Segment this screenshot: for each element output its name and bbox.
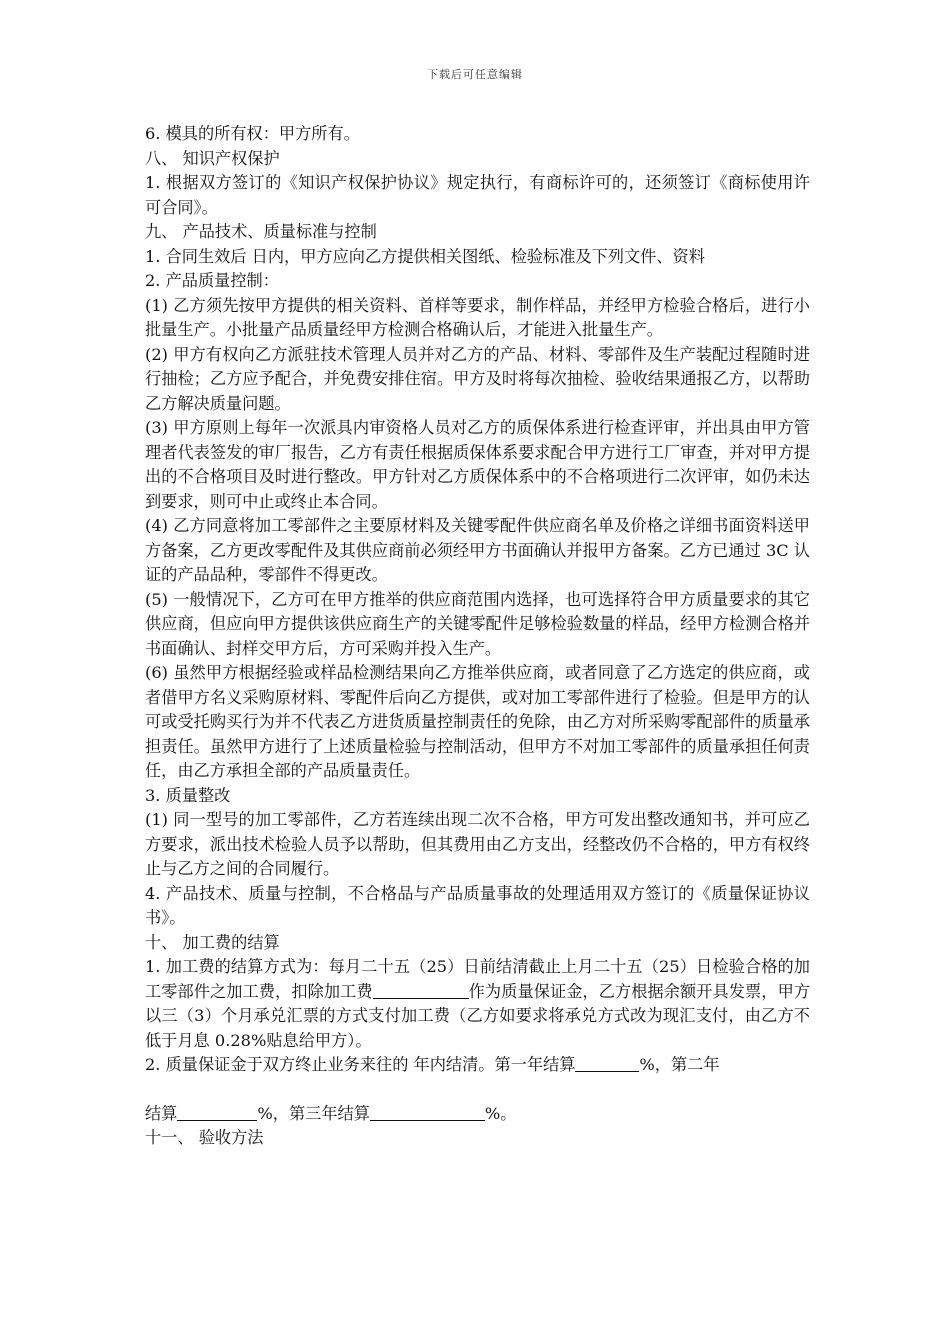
clause-quality-agreement: 4. 产品技术、质量与控制，不合格品与产品质量事故的处理适用双方签订的《质量保证协议书》。 [145, 883, 810, 927]
section-heading-ip: 八、 知识产权保护 [145, 148, 280, 168]
deposit-text-c: 结算 [145, 1103, 178, 1123]
section-heading-acceptance: 十一、 验收方法 [145, 1128, 264, 1147]
section-heading-settlement: 十、 加工费的结算 [145, 932, 280, 952]
document-body [145, 122, 810, 1151]
clause-deposit-cont [145, 1102, 810, 1127]
deposit-text-a: 2. 质量保证金于双方终止业务来往的 年内结清。第一年结算 [145, 1055, 576, 1074]
clause-item-6: (6) 虽然甲方根据经验或样品检测结果向乙方推举供应商，或者同意了乙方选定的供应商，或者借甲方名义采购原材料、零配件后向乙方提供，或对加工零部件进行了检验。但是甲方的认可或受托购买行为并不代表乙方进货质量控制责任的免除，由乙方对所采购零配部件的质量承担责任。虽然甲方进行了上述质量检验与控制活动，但甲方不对加工零部件的质量承担任何责任，由乙方承担全部的产品质量责任。 [145, 663, 810, 780]
clause-item-4: (4) 乙方同意将加工零部件之主要原材料及关键零配件供应商名单及价格之详细书面资料送甲方备案，乙方更改零配件及其供应商前必须经甲方书面确认并报甲方备案。乙方已通过 3C 认证的产品品种，零部件不得更改。 [145, 516, 810, 584]
deposit-text-b: %，第二年 [639, 1055, 720, 1074]
clause-mold-ownership: 6. 模具的所有权：甲方所有。 [145, 124, 360, 143]
settlement-text-a: 1. 加工费的结算方式为：每月二十五（25）日前结清截止上月二十五（25）日检验合格的加工零部件之加工费，扣除加工费 [145, 957, 810, 1001]
deposit-text-e: %。 [484, 1103, 517, 1123]
clause-item-1: (1) 乙方须先按甲方提供的相关资料、首样等要求，制作样品，并经甲方检验合格后，进行小批量生产。小批量产品质量经甲方检测合格确认后，才能进入批量生产。 [145, 295, 810, 339]
settlement-text-b: 作为质量保证金，乙方根据余额开具发票，甲方以三（3）个月承兑汇票的方式支付加工费（乙方如要求将承兑方式改为现汇支付，由乙方不低于月息 0.28%贴息给甲方）。 [145, 981, 811, 1050]
spacer [145, 1078, 810, 1102]
clause-quality-control: 2. 产品质量控制： [145, 271, 279, 290]
clause-deposit [145, 1053, 810, 1078]
section-heading-quality: 九、 产品技术、质量标准与控制 [145, 222, 377, 241]
clause-item-5: (5) 一般情况下，乙方可在甲方推举的供应商范围内选择，也可选择符合甲方质量要求的其它供应商，但应向甲方提供该供应商生产的关键零配件足够检验数量的样品，经甲方检测合格并书面确认、封样交甲方后，方可采购并投入生产。 [145, 589, 810, 658]
page-header: 下载后可任意编辑 [427, 68, 523, 81]
third-year-blank [370, 1102, 485, 1121]
first-year-blank [575, 1053, 639, 1072]
clause-rectification-item-1: (1) 同一型号的加工零部件，乙方若连续出现二次不合格，甲方可发出整改通知书，并可应乙方要求，派出技术检验人员予以帮助，但其费用由乙方支出，经整改仍不合格的，甲方有权终止与乙方之间的合同履行。 [145, 810, 810, 878]
second-year-blank [177, 1102, 257, 1121]
clause-item-2: (2) 甲方有权向乙方派驻技术管理人员并对乙方的产品、材料、零部件及生产装配过程随时进行抽检；乙方应予配合，并免费安排住宿。甲方及时将每次抽检、验收结果通报乙方，以帮助乙方解决质量问题。 [145, 344, 810, 413]
deduction-blank [373, 980, 469, 999]
clause-rectification: 3. 质量整改 [145, 785, 231, 805]
clause-item-3: (3) 甲方原则上每年一次派具内审资格人员对乙方的质保体系进行检查评审，并出具由甲方管理者代表签发的审厂报告，乙方有责任根据质保体系要求配合甲方进行工厂审查，并对甲方提出的不合格项目及时进行整改。甲方针对乙方质保体系中的不合格项进行二次评审，如仍未达到要求，则可中止或终止本合同。 [145, 418, 810, 511]
clause-settlement-method [145, 955, 810, 1053]
clause-documents: 1. 合同生效后 日内，甲方应向乙方提供相关图纸、检验标准及下列文件、资料 [145, 246, 705, 266]
deposit-text-d: %，第三年结算 [257, 1103, 370, 1123]
clause-ip-agreement: 1. 根据双方签订的《知识产权保护协议》规定执行，有商标许可的，还须签订《商标使用许可合同》。 [145, 173, 810, 217]
